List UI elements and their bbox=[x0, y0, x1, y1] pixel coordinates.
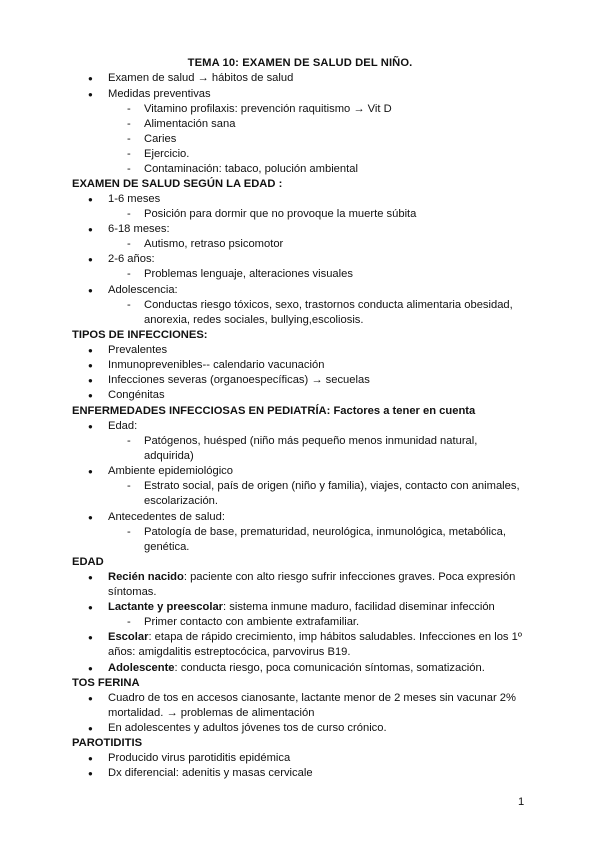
sub-item: - Problemas lenguaje, alteraciones visuales bbox=[144, 267, 353, 282]
sub-item: - Patología de base, prematuridad, neurológica, inmunológica, metabólica, bbox=[144, 525, 506, 540]
sub-item-continuation: anorexia, redes sociales, bullying,escoliosis. bbox=[144, 314, 364, 326]
definition: : paciente con alto riesgo sufrir infecciones graves. Poca expresión bbox=[183, 571, 516, 583]
term: Escolar bbox=[108, 631, 149, 643]
sub-item: - Vitamino profilaxis: prevención raquitismo → Vit D bbox=[144, 102, 392, 117]
sub-item: - Conductas riesgo tóxicos, sexo, trastornos conducta alimentaria obesidad, bbox=[144, 298, 513, 313]
list-item: ● Infecciones severas (organoespecíficas) → secuelas bbox=[108, 373, 370, 388]
sub-item: - Contaminación: tabaco, polución ambiental bbox=[144, 162, 358, 177]
sub-item: - Autismo, retraso psicomotor bbox=[144, 237, 283, 252]
list-item-continuation: síntomas. bbox=[108, 586, 157, 598]
list-item: ● Dx diferencial: adenitis y masas cervicale bbox=[108, 766, 313, 781]
sub-item-continuation: escolarización. bbox=[144, 495, 218, 507]
list-item: ● Inmunoprevenibles-- calendario vacunación bbox=[108, 358, 324, 373]
list-item: ● Examen de salud → hábitos de salud bbox=[108, 71, 293, 86]
list-item: ● En adolescentes y adultos jóvenes tos de curso crónico. bbox=[108, 721, 387, 736]
section-heading: PAROTIDITIS bbox=[72, 737, 143, 749]
sub-item: - Alimentación sana bbox=[144, 117, 235, 132]
definition: : etapa de rápido crecimiento, imp hábitos saludables. Infecciones en los 1º bbox=[148, 631, 522, 643]
term: Recién nacido bbox=[108, 571, 184, 583]
list-item: ● Producido virus parotiditis epidémica bbox=[108, 751, 290, 766]
list-item: ● Ambiente epidemiológico bbox=[108, 464, 233, 479]
section-heading: TIPOS DE INFECCIONES: bbox=[72, 329, 208, 341]
sub-item-continuation: genética. bbox=[144, 541, 190, 553]
page-number: 1 bbox=[518, 796, 525, 808]
list-item: ● 1-6 meses bbox=[108, 192, 160, 207]
section-heading: TOS FERINA bbox=[72, 677, 140, 689]
page-title: TEMA 10: EXAMEN DE SALUD DEL NIÑO. bbox=[187, 57, 413, 69]
list-item-continuation: mortalidad. → problemas de alimentación bbox=[108, 707, 315, 719]
section-heading: EDAD bbox=[72, 556, 104, 568]
list-item bbox=[108, 570, 515, 585]
sub-item: - Primer contacto con ambiente extrafamiliar. bbox=[144, 615, 359, 630]
definition: : conducta riesgo, poca comunicación síntomas, somatización. bbox=[174, 662, 485, 674]
section-heading: ENFERMEDADES INFECCIOSAS EN PEDIATRÍA: Factores a tener en cuenta bbox=[72, 405, 476, 417]
list-item: ● 6-18 meses: bbox=[108, 222, 170, 237]
sub-item: - Ejercicio. bbox=[144, 147, 189, 162]
term: Adolescente bbox=[108, 662, 175, 674]
list-item: ● Edad: bbox=[108, 419, 137, 434]
definition: : sistema inmune maduro, facilidad diseminar infección bbox=[223, 601, 495, 613]
sub-item: - Caries bbox=[144, 132, 176, 147]
list-item-continuation: años: amigdalitis estreptocócica, parvovirus B19. bbox=[108, 646, 351, 658]
sub-item: - Posición para dormir que no provoque la muerte súbita bbox=[144, 207, 416, 222]
term: Lactante y preescolar bbox=[108, 601, 224, 613]
sub-item-continuation: adquirida) bbox=[144, 450, 194, 462]
list-item: ● Cuadro de tos en accesos cianosante, lactante menor de 2 meses sin vacunar 2% bbox=[108, 691, 516, 706]
section-heading: EXAMEN DE SALUD SEGÚN LA EDAD : bbox=[72, 178, 283, 190]
sub-item: - Patógenos, huésped (niño más pequeño menos inmunidad natural, bbox=[144, 434, 477, 449]
list-item: ● Medidas preventivas bbox=[108, 87, 211, 102]
list-item: ● Prevalentes bbox=[108, 343, 167, 358]
sub-item: - Estrato social, país de origen (niño y familia), viajes, contacto con animales, bbox=[144, 479, 520, 494]
list-item: ● Adolescencia: bbox=[108, 283, 178, 298]
list-item bbox=[108, 630, 522, 645]
list-item bbox=[108, 600, 495, 615]
list-item bbox=[108, 661, 485, 676]
list-item: ● Congénitas bbox=[108, 388, 165, 403]
list-item: ● Antecedentes de salud: bbox=[108, 510, 225, 525]
list-item: ● 2-6 años: bbox=[108, 252, 155, 267]
